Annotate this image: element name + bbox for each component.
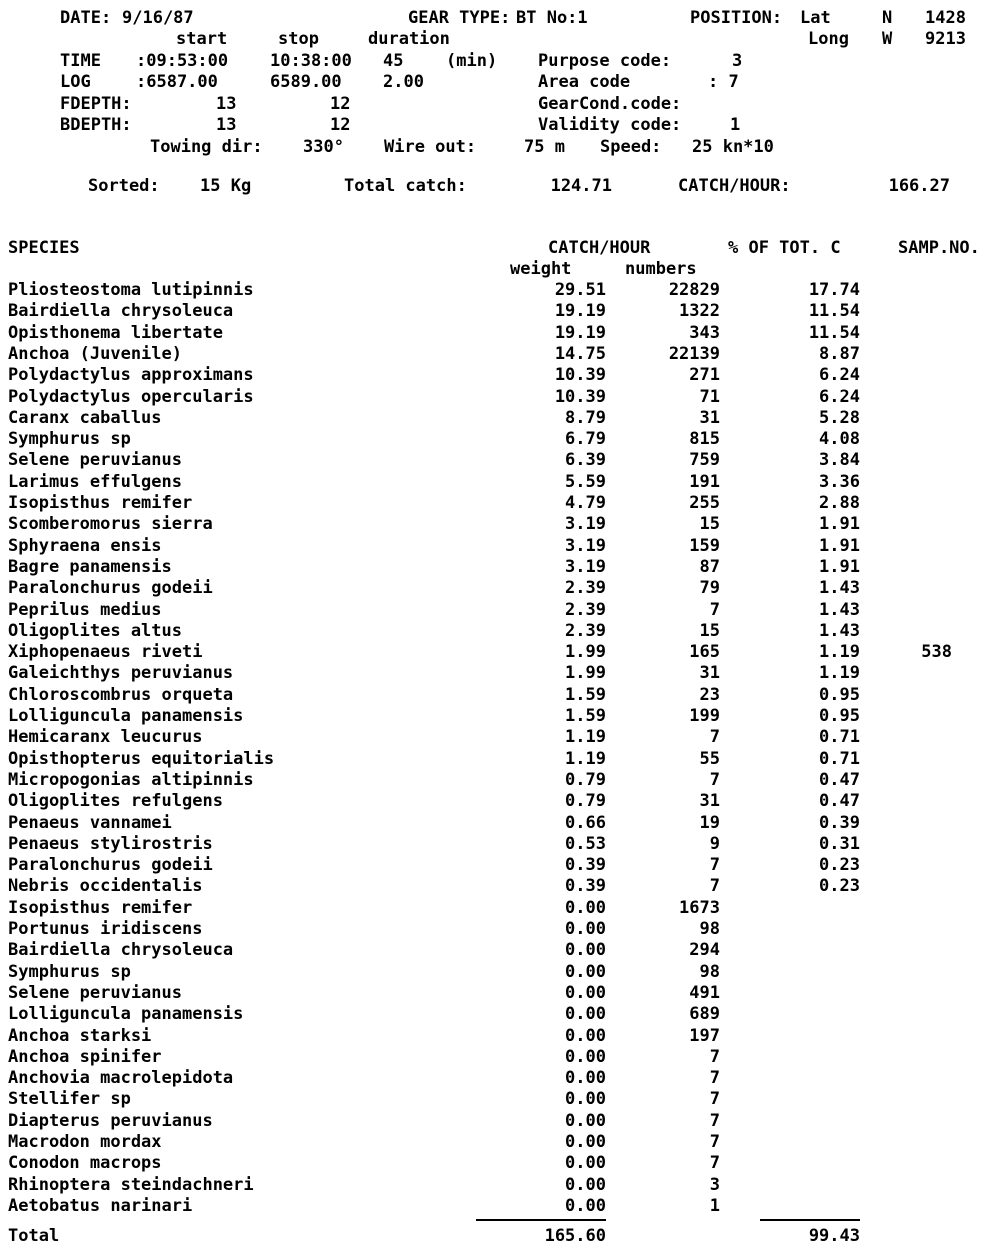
speed-label: Speed: [600,137,662,157]
percent-of-total: 6.24 [819,365,860,385]
percent-of-total: 0.39 [819,813,860,833]
species-name: Aetobatus narinari [8,1196,193,1216]
species-name: Isopisthus remifer [8,898,193,918]
catch-numbers: 294 [689,940,720,960]
species-column-header: SPECIES [8,238,80,258]
percent-of-total: 0.23 [819,855,860,875]
percent-of-total: 0.95 [819,685,860,705]
catch-numbers: 199 [689,706,720,726]
species-name: Hemicaranx leucurus [8,727,203,747]
percent-of-total: 0.47 [819,791,860,811]
speed-value: 25 kn*10 [692,137,774,157]
species-name: Polydactylus opercularis [8,387,254,407]
percent-of-total: 1.91 [819,514,860,534]
catch-weight: 0.53 [565,834,606,854]
time-unit: (min) [446,51,498,71]
catch-numbers: 31 [699,791,720,811]
long-hemisphere: W [882,29,893,49]
percent-of-total: 1.91 [819,557,860,577]
catch-numbers: 191 [689,472,720,492]
percent-of-total: 0.71 [819,749,860,769]
percent-of-total: 1.43 [819,600,860,620]
date-value: 9/16/87 [122,8,194,28]
species-name: Oligoplites refulgens [8,791,223,811]
sample-number: 538 [921,642,952,662]
catch-numbers: 7 [709,855,720,875]
catch-weight: 6.79 [565,429,606,449]
log-duration: 2.00 [383,72,424,92]
percent-of-total: 3.84 [819,450,860,470]
species-name: Scomberomorus sierra [8,514,213,534]
catch-numbers: 7 [709,1089,720,1109]
percent-of-total: 11.54 [808,301,860,321]
sample-number-column-header: SAMP.NO. [898,238,980,258]
species-name: Macrodon mordax [8,1132,162,1152]
species-name: Paralonchurus godeii [8,578,213,598]
species-name: Paralonchurus godeii [8,855,213,875]
catch-numbers: 19 [699,813,720,833]
percent-of-total: 0.95 [819,706,860,726]
purpose-code-label: Purpose code: [538,51,672,71]
catch-numbers: 689 [689,1004,720,1024]
catch-numbers: 15 [699,621,720,641]
bdepth-stop: 12 [330,115,351,135]
total-catch-value: 124.71 [550,176,612,196]
catch-weight: 0.00 [565,1111,606,1131]
catch-weight: 3.19 [565,514,606,534]
catch-weight: 4.79 [565,493,606,513]
catch-numbers: 759 [689,450,720,470]
catch-weight: 3.19 [565,536,606,556]
weight-total-rule [476,1219,606,1221]
percent-of-total: 1.43 [819,621,860,641]
catch-numbers: 343 [689,323,720,343]
catch-numbers: 271 [689,365,720,385]
bdepth-start: 13 [216,115,237,135]
species-name: Symphurus sp [8,962,131,982]
catch-weight: 0.00 [565,940,606,960]
catch-weight: 8.79 [565,408,606,428]
catch-weight: 6.39 [565,450,606,470]
catch-weight: 0.00 [565,1089,606,1109]
percent-of-total: 5.28 [819,408,860,428]
numbers-column-header: numbers [625,259,697,279]
species-name: Galeichthys peruvianus [8,663,234,683]
catch-numbers: 31 [699,663,720,683]
time-stop: 10:38:00 [270,51,352,71]
species-name: Oligoplites altus [8,621,182,641]
catch-numbers: 7 [709,1068,720,1088]
towing-dir-value: 330° [303,137,344,157]
species-name: Larimus effulgens [8,472,182,492]
species-name: Caranx caballus [8,408,162,428]
catch-weight: 2.39 [565,600,606,620]
catch-numbers: 3 [709,1175,720,1195]
catch-numbers: 15 [699,514,720,534]
catch-numbers: 79 [699,578,720,598]
percent-of-total: 3.36 [819,472,860,492]
lat-value: 1428 [925,8,966,28]
species-name: Selene peruvianus [8,983,182,1003]
species-name: Pliosteostoma lutipinnis [8,280,254,300]
catch-numbers: 87 [699,557,720,577]
species-name: Xiphopenaeus riveti [8,642,203,662]
area-code-value: : 7 [708,72,739,92]
percent-of-total: 1.19 [819,663,860,683]
time-duration: 45 [383,51,404,71]
fdepth-start: 13 [216,94,237,114]
sorted-value: 15 Kg [200,176,252,196]
column-stop-label: stop [278,29,319,49]
catch-numbers: 7 [709,1111,720,1131]
catch-numbers: 98 [699,919,720,939]
catch-hour-column-header: CATCH/HOUR [548,238,651,258]
catch-weight: 0.00 [565,1068,606,1088]
catch-numbers: 491 [689,983,720,1003]
percent-of-total: 1.43 [819,578,860,598]
percent-of-total: 1.19 [819,642,860,662]
catch-numbers: 1 [709,1196,720,1216]
catch-weight: 0.00 [565,962,606,982]
species-name: Peprilus medius [8,600,162,620]
catch-weight: 2.39 [565,621,606,641]
species-name: Penaeus vannamei [8,813,172,833]
catch-weight: 0.00 [565,1196,606,1216]
catch-numbers: 7 [709,1132,720,1152]
species-name: Bagre panamensis [8,557,172,577]
catch-numbers: 159 [689,536,720,556]
catch-numbers: 71 [699,387,720,407]
total-catch-label: Total catch: [344,176,467,196]
species-name: Stellifer sp [8,1089,131,1109]
catch-numbers: 22829 [668,280,720,300]
catch-numbers: 197 [689,1026,720,1046]
validity-code-value: 1 [730,115,741,135]
purpose-code-value: 3 [732,51,743,71]
catch-numbers: 98 [699,962,720,982]
catch-numbers: 7 [709,1153,720,1173]
percent-of-total: 8.87 [819,344,860,364]
percent-of-total: 11.54 [808,323,860,343]
catch-numbers: 255 [689,493,720,513]
species-name: Anchovia macrolepidota [8,1068,234,1088]
catch-weight: 0.79 [565,770,606,790]
species-name: Isopisthus remifer [8,493,193,513]
catch-numbers: 7 [709,770,720,790]
validity-code-label: Validity code: [538,115,682,135]
percent-of-total: 0.47 [819,770,860,790]
fdepth-stop: 12 [330,94,351,114]
catch-numbers: 31 [699,408,720,428]
catch-weight: 5.59 [565,472,606,492]
position-label: POSITION: [690,8,783,28]
catch-numbers: 1322 [679,301,720,321]
catch-weight: 0.00 [565,919,606,939]
percent-of-total: 0.71 [819,727,860,747]
catch-weight: 0.00 [565,1047,606,1067]
log-start: :6587.00 [136,72,218,92]
sorted-label: Sorted: [88,176,160,196]
percent-of-total: 2.88 [819,493,860,513]
date-label: DATE: [60,8,112,28]
species-name: Portunus iridiscens [8,919,203,939]
wire-out-value: 75 m [524,137,565,157]
catch-weight: 2.39 [565,578,606,598]
percent-total-rule [760,1219,860,1221]
wire-out-label: Wire out: [384,137,477,157]
log-stop: 6589.00 [270,72,342,92]
species-name: Bairdiella chrysoleuca [8,301,234,321]
catch-weight: 1.99 [565,663,606,683]
percent-of-total: 1.91 [819,536,860,556]
catch-numbers: 9 [709,834,720,854]
catch-weight: 1.59 [565,706,606,726]
catch-weight: 0.39 [565,876,606,896]
catch-weight: 0.79 [565,791,606,811]
percent-of-total: 0.23 [819,876,860,896]
species-name: Selene peruvianus [8,450,182,470]
catch-weight: 14.75 [554,344,606,364]
species-name: Opisthonema libertate [8,323,223,343]
species-name: Opisthopterus equitorialis [8,749,275,769]
species-name: Lolliguncula panamensis [8,706,244,726]
catch-per-hour-value: 166.27 [888,176,950,196]
lat-hemisphere: N [882,8,893,28]
species-name: Polydactylus approximans [8,365,254,385]
catch-numbers: 7 [709,727,720,747]
catch-numbers: 23 [699,685,720,705]
catch-numbers: 7 [709,1047,720,1067]
catch-weight: 0.00 [565,1132,606,1152]
time-start: :09:53:00 [136,51,229,71]
percent-of-total: 0.31 [819,834,860,854]
catch-weight: 29.51 [554,280,606,300]
catch-weight: 0.00 [565,1004,606,1024]
gear-type-label: GEAR TYPE: [408,8,511,28]
towing-dir-label: Towing dir: [150,137,263,157]
catch-weight: 1.59 [565,685,606,705]
catch-weight: 0.66 [565,813,606,833]
catch-weight: 0.00 [565,1026,606,1046]
catch-weight: 1.19 [565,727,606,747]
species-name: Anchoa starksi [8,1026,152,1046]
catch-numbers: 1673 [679,898,720,918]
gearcond-code-label: GearCond.code: [538,94,682,114]
long-label: Long [808,29,849,49]
catch-numbers: 55 [699,749,720,769]
species-name: Bairdiella chrysoleuca [8,940,234,960]
percent-of-total: 4.08 [819,429,860,449]
catch-weight: 10.39 [554,365,606,385]
catch-weight: 10.39 [554,387,606,407]
bdepth-label: BDEPTH: [60,115,132,135]
percent-of-total: 17.74 [808,280,860,300]
weight-column-header: weight [510,259,572,279]
catch-numbers: 815 [689,429,720,449]
species-name: Sphyraena ensis [8,536,162,556]
catch-numbers: 7 [709,876,720,896]
percent-of-total: 6.24 [819,387,860,407]
catch-weight: 3.19 [565,557,606,577]
fdepth-label: FDEPTH: [60,94,132,114]
species-name: Chloroscombrus orqueta [8,685,234,705]
lat-label: Lat [800,8,831,28]
species-name: Micropogonias altipinnis [8,770,254,790]
catch-weight: 19.19 [554,301,606,321]
species-name: Symphurus sp [8,429,131,449]
log-label: LOG [60,72,91,92]
total-label: Total [8,1226,60,1246]
species-name: Penaeus stylirostris [8,834,213,854]
catch-weight: 0.00 [565,983,606,1003]
catch-weight: 0.00 [565,1175,606,1195]
species-name: Rhinoptera steindachneri [8,1175,254,1195]
catch-weight: 0.00 [565,898,606,918]
species-name: Conodon macrops [8,1153,162,1173]
percent-total-column-header: % OF TOT. C [728,238,841,258]
gear-type-value: BT No:1 [516,8,588,28]
time-label: TIME [60,51,101,71]
species-name: Anchoa (Juvenile) [8,344,182,364]
catch-numbers: 22139 [668,344,720,364]
catch-weight: 0.00 [565,1153,606,1173]
catch-per-hour-label: CATCH/HOUR: [678,176,791,196]
species-name: Lolliguncula panamensis [8,1004,244,1024]
total-percent: 99.43 [808,1226,860,1246]
column-duration-label: duration [368,29,450,49]
catch-weight: 0.39 [565,855,606,875]
catch-numbers: 7 [709,600,720,620]
species-name: Diapterus peruvianus [8,1111,213,1131]
species-name: Anchoa spinifer [8,1047,162,1067]
catch-weight: 19.19 [554,323,606,343]
area-code-label: Area code [538,72,631,92]
catch-numbers: 165 [689,642,720,662]
catch-weight: 1.99 [565,642,606,662]
catch-weight: 1.19 [565,749,606,769]
long-value: 9213 [925,29,966,49]
total-weight: 165.60 [544,1226,606,1246]
species-name: Nebris occidentalis [8,876,203,896]
column-start-label: start [176,29,228,49]
